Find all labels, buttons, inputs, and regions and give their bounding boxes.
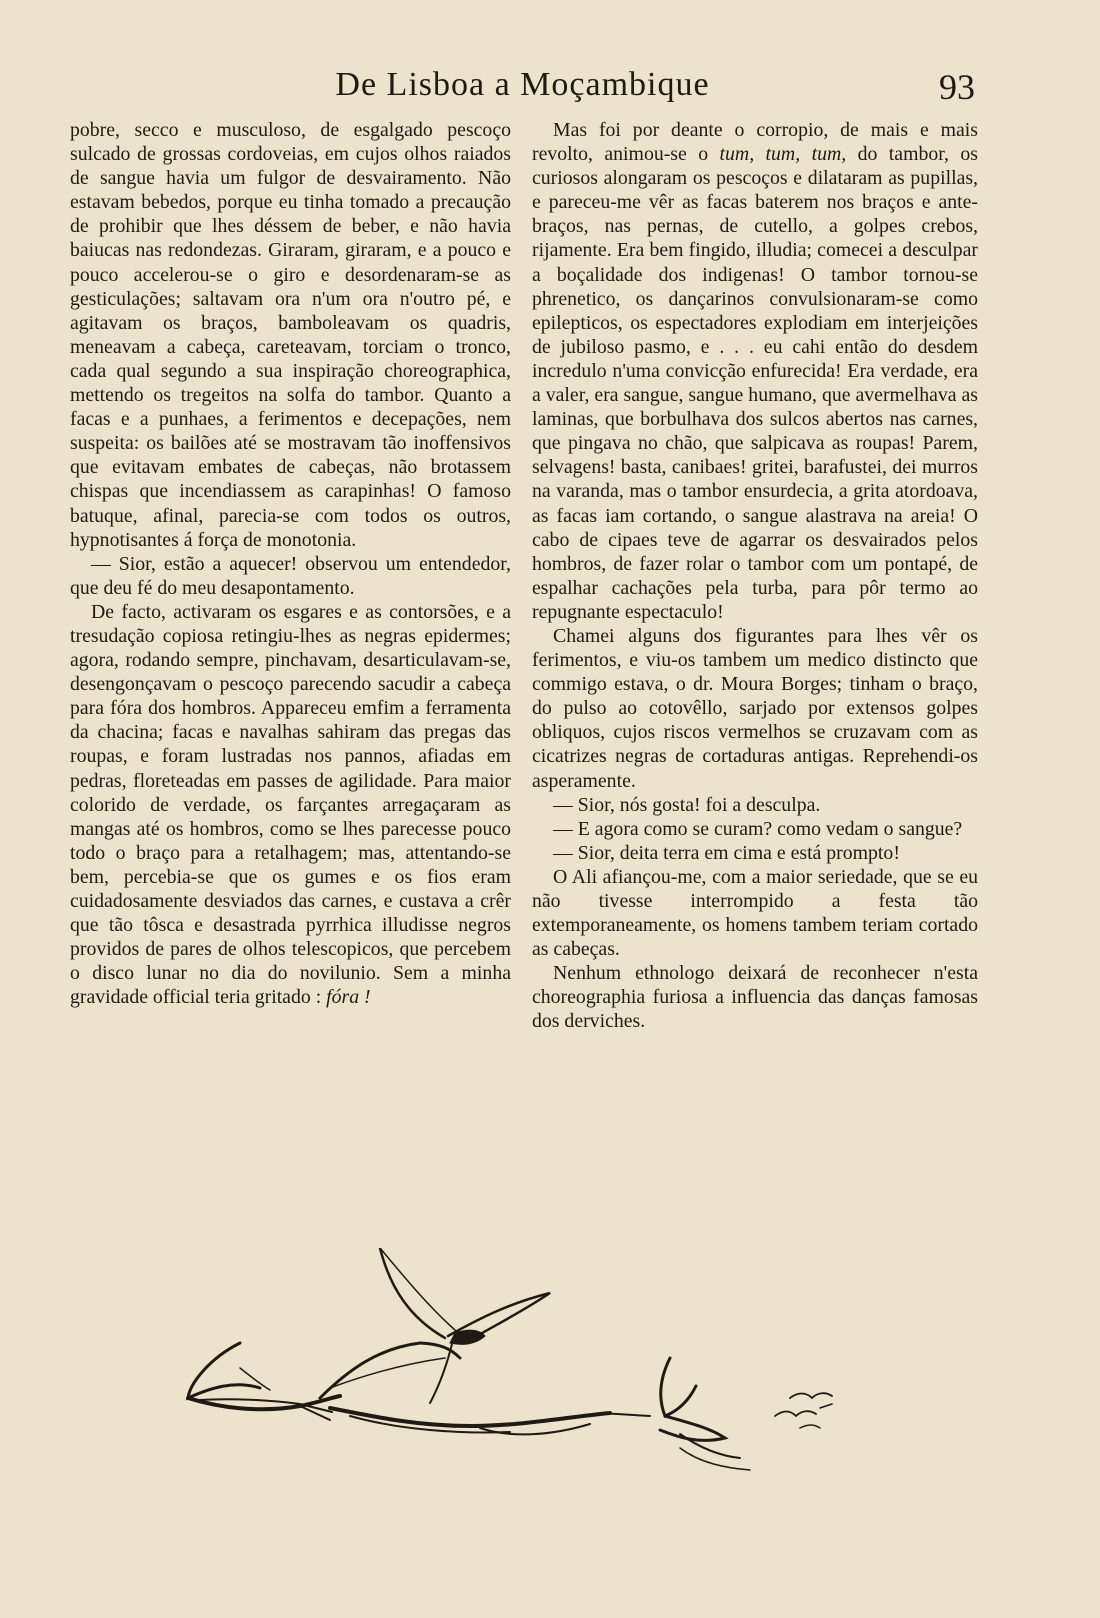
- right-column: [532, 118, 978, 1034]
- paragraph-text: do tambor, os curiosos alongaram os pescoços e dilataram as pupillas, e pareceu-me vêr as facas baterem nos braços e ante-braços, nas pernas, de cutello, a golpes crebos, rijamente. Era bem fingido, illudia; comecei a desculpar a boçalidade dos indigenas! O tambor tornou-se phrenetico, os dançarinos convulsionaram-se como epilepticos, os espectadores explodiam em interjeições de jubiloso pasmo, e . . . eu cahi então do desdem incredulo n'uma convicção enfurecida! Era verdade, era a valer, era sangue, sangue humano, que avermelhava as laminas, que borbulhava dos sulcos abertos nas carnes, que pingava no chão, que salpicava as roupas! Parem, selvagens! basta, canibaes! gritei, barafustei, dei murros na varanda, mas o tambor ensurdecia, a grita atordoava, as facas iam cortando, o sangue alastrava na areia! O cabo de cipaes teve de agarrar os desvairados pelos hombros, de fazer rolar o tambor com um pontapé, de espalhar cachações pela turba, para pôr termo ao repugnante espectaculo!: [532, 143, 978, 623]
- paragraph: [532, 118, 978, 624]
- paragraph: pobre, secco e musculoso, de esgalgado pescoço sulcado de grossas cordoveias, em cujos olhos raiados de sangue havia um fulgor de desvairamento. Não estavam bebedos, porque eu tinha tomado a precaução de prohibir que lhes déssem de beber, e não havia baiucas nas redondezas. Giraram, giraram, e a pouco e pouco accelerou-se o giro e desordenaram-se as gesticulações; saltavam ora n'um ora n'outro pé, e agitavam os braços, bamboleavam os quadris, meneavam a cabeça, careteavam, torciam o tronco, cada qual segundo a sua inspiração choreographica, mettendo os tregeitos na solfa do tambor. Quanto a facas e a punhaes, a ferimentos e decepações, nem suspeita: os bailões até se mostravam tão inoffensivos que evitavam embates de cabeças, não brotassem chispas que incendiassem as carapinhas! O famoso batuque, afinal, parecia-se com todos os outros, hypnotisantes á força de monotonia.: [70, 119, 511, 551]
- swallow-ground-icon: [330, 1408, 650, 1434]
- left-column: [70, 118, 511, 1009]
- paragraph: O Ali afiançou-me, com a maior seriedade, que se eu não tivesse interrompido a festa tão extemporaneamente, os homens tambem teriam cortado as cabeças.: [532, 865, 978, 961]
- paragraph: — Sior, deita terra em cima e está prompto!: [553, 841, 900, 864]
- italic-drum-sound: tum, tum, tum,: [719, 143, 847, 166]
- page-title: De Lisboa a Moçambique: [335, 66, 710, 103]
- swallows-vignette: [180, 1248, 880, 1498]
- paragraph: — E agora como se curam? como vedam o sangue?: [553, 817, 963, 840]
- paragraph: — Sior, nós gosta! foi a desculpa.: [553, 793, 821, 816]
- paragraph: Nenhum ethnologo deixará de reconhecer n'esta choreographia furiosa a influencia das danças famosas dos derviches.: [532, 962, 978, 1033]
- page-number: 93: [939, 67, 975, 107]
- paragraph: — Sior, estão a aquecer! observou um entendedor, que deu fé do meu desapontamento.: [70, 552, 511, 599]
- paragraph: [70, 600, 511, 1010]
- paragraph-text: Mas foi por deante o corropio, de mais e mais revolto, animou-se o: [532, 119, 978, 166]
- running-header: [70, 66, 975, 114]
- italic-exclamation: fóra !: [326, 986, 371, 1009]
- swallow-center-icon: [320, 1248, 550, 1403]
- paragraph: Chamei alguns dos figurantes para lhes vêr os ferimentos, e viu-os tambem um medico distincto que commigo estava, o dr. Moura Borges; tinham o braço, do pulso ao cotovêllo, sarjado por extensos golpes obliquos, cujos riscos vermelhos se cruzavam com as cicatrizes negras de cortaduras antigas. Reprehendi-os asperamente.: [532, 624, 978, 792]
- swallow-right-icon: [660, 1358, 750, 1470]
- swallow-left-icon: [188, 1343, 340, 1420]
- paragraph-text: De facto, activaram os esgares e as contorsões, e a tresudação copiosa retingiu-lhes as negras epidermes; agora, rodando sempre, pinchavam, desarticulavam-se, desengonçavam o pescoço parecendo sacudir a cabeça para fóra dos hombros. Appareceu emfim a ferramenta da chacina; facas e navalhas sahiram das pregas das roupas, e foram lustradas nos pannos, afiadas em pedras, floreteadas em passes de agilidade. Para maior colorido de verdade, os farçantes arregaçaram as mangas até os hombros, como se lhes parecesse pouco todo o braço para a retalhagem; mas, attentando-se bem, percebia-se que os gumes e os fios eram cuidadosamente desviados das carnes, e custava a crêr que tão tôsca e desastrada pyrrhica illudisse negros providos de pares de olhos telescopicos, que percebem o disco lunar no dia do novilunio. Sem a minha gravidade official teria gritado :: [70, 600, 511, 1009]
- distant-birds-icon: [775, 1393, 832, 1428]
